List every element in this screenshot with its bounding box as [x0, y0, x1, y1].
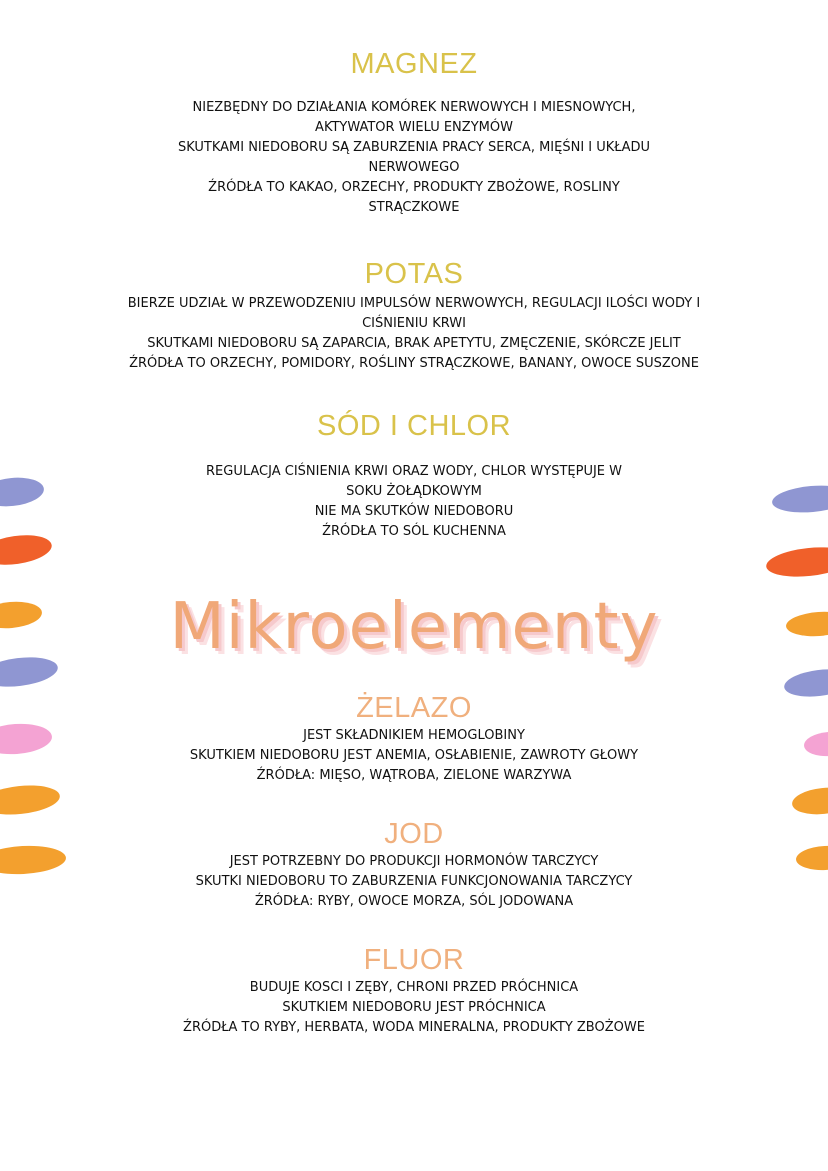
body-line: BUDUJE KOSCI I ZĘBY, CHRONI PRZED PRÓCHNICA — [249, 980, 579, 995]
section-body-zelazo — [0, 726, 828, 786]
body-line: ŹRÓDŁA TO KAKAO, ORZECHY, PRODUKTY ZBOŻOWE, ROSLINY — [208, 180, 620, 195]
body-line: NIE MA SKUTKÓW NIEDOBORU — [314, 504, 514, 519]
section-title-jod: JOD — [384, 818, 444, 850]
body-line: ŹRÓDŁA: RYBY, OWOCE MORZA, SÓL JODOWANA — [254, 894, 574, 909]
body-line: JEST SKŁADNIKIEM HEMOGLOBINY — [303, 728, 525, 743]
body-line: ŹRÓDŁA TO SÓL KUCHENNA — [322, 524, 506, 539]
section-title-zelazo: ŻELAZO — [356, 692, 472, 724]
body-line: STRĄCZKOWE — [368, 200, 460, 215]
section-title-fluor: FLUOR — [363, 944, 465, 976]
body-line: CIŚNIENIU KRWI — [362, 316, 466, 331]
section-body-potas — [0, 294, 828, 374]
brush-stroke-amber — [791, 785, 828, 817]
body-line: BIERZE UDZIAŁ W PRZEWODZENIU IMPULSÓW NERWOWYCH, REGULACJI ILOŚCI WODY I — [127, 296, 701, 311]
section-body-sod-chlor — [0, 462, 828, 542]
brush-stroke-amber — [0, 782, 61, 818]
body-line: SKUTKI NIEDOBORU TO ZABURZENIA FUNKCJONOWANIA TARCZYCY — [195, 874, 633, 889]
body-line: SKUTKAMI NIEDOBORU SĄ ZABURZENIA PRACY SERCA, MIĘŚNI I UKŁADU — [177, 140, 651, 155]
body-line: SKUTKAMI NIEDOBORU SĄ ZAPARCIA, BRAK APETYTU, ZMĘCZENIE, SKÓRCZE JELIT — [147, 336, 681, 351]
page-title-mikroelementy: Mikroelementy — [169, 590, 659, 664]
body-line: SKUTKIEM NIEDOBORU JEST ANEMIA, OSŁABIENIE, ZAWROTY GŁOWY — [189, 748, 639, 763]
body-line: SOKU ŻOŁĄDKOWYM — [346, 484, 482, 499]
body-line: JEST POTRZEBNY DO PRODUKCJI HORMONÓW TARCZYCY — [229, 854, 599, 869]
body-line: ŹRÓDŁA TO RYBY, HERBATA, WODA MINERALNA, PRODUKTY ZBOŻOWE — [183, 1020, 645, 1035]
section-body-fluor — [0, 978, 828, 1038]
body-line: REGULACJA CIŚNIENIA KRWI ORAZ WODY, CHLOR WYSTĘPUJE W — [206, 464, 622, 479]
section-body-magnez — [0, 98, 828, 218]
section-title-magnez: MAGNEZ — [350, 48, 478, 80]
body-line: NERWOWEGO — [368, 160, 460, 175]
brush-stroke-orange — [765, 544, 828, 581]
section-body-jod — [0, 852, 828, 912]
section-title-potas: POTAS — [364, 258, 464, 290]
body-line: ŹRÓDŁA: MIĘSO, WĄTROBA, ZIELONE WARZYWA — [256, 768, 572, 783]
section-title-sod-chlor: SÓD I CHLOR — [316, 410, 512, 442]
body-line: ŹRÓDŁA TO ORZECHY, POMIDORY, ROŚLINY STRĄCZKOWE, BANANY, OWOCE SUSZONE — [129, 356, 699, 371]
body-line: NIEZBĘDNY DO DZIAŁANIA KOMÓREK NERWOWYCH I MIESNOWYCH, — [192, 100, 636, 115]
body-line: SKUTKIEM NIEDOBORU JEST PRÓCHNICA — [282, 1000, 546, 1015]
body-line: AKTYWATOR WIELU ENZYMÓW — [315, 120, 513, 135]
